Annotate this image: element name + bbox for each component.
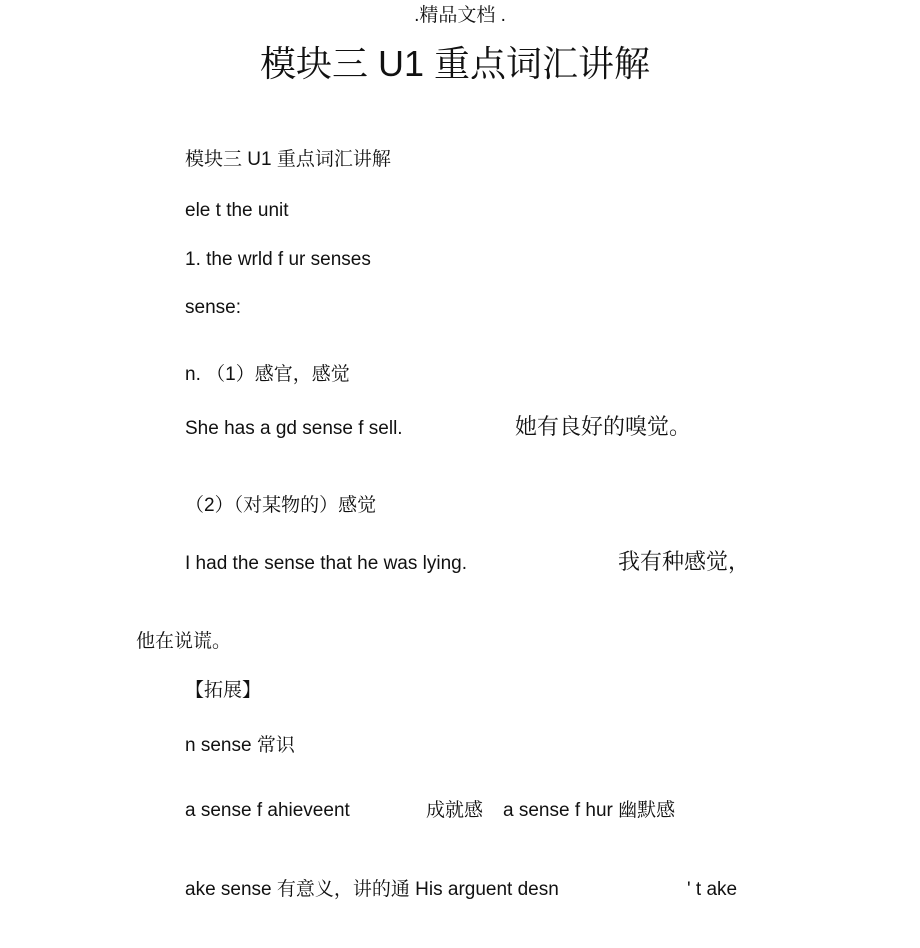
vocab-word: sense: bbox=[185, 297, 241, 318]
definition-1: n. （1）感官，感觉 bbox=[185, 364, 350, 385]
phrase-humour: a sense f hur 幽默感 bbox=[503, 800, 676, 821]
expand-heading: 【拓展】 bbox=[185, 680, 262, 701]
example-2-english: I had the sense that he was lying. bbox=[185, 553, 468, 574]
document-title: 模块三 U1 重点词汇讲解 bbox=[259, 43, 651, 84]
phrase-achievement-chinese: 成就感 bbox=[426, 800, 484, 821]
definition-2: （2）（对某物的）感觉 bbox=[185, 495, 377, 516]
phrase-achievement-english: a sense f ahieveent bbox=[185, 800, 350, 821]
example-2-chinese-continued: 他在说谎。 bbox=[136, 631, 232, 652]
section-heading: ele t the unit bbox=[185, 200, 289, 221]
phrase-make-sense-tail: ' t ake bbox=[687, 879, 738, 900]
phrase-make-sense: ake sense 有意义，讲的通 His arguent desn bbox=[185, 879, 559, 900]
header-note: .精品文档 . bbox=[414, 5, 506, 26]
item-heading: 1. the wrld f ur senses bbox=[185, 249, 371, 270]
phrase-common-sense: n sense 常识 bbox=[185, 735, 295, 756]
example-1-english: She has a gd sense f sell. bbox=[185, 418, 403, 439]
example-2-chinese: 我有种感觉， bbox=[618, 549, 751, 574]
subtitle: 模块三 U1 重点词汇讲解 bbox=[185, 149, 391, 170]
example-1-chinese: 她有良好的嗅觉。 bbox=[515, 414, 692, 439]
